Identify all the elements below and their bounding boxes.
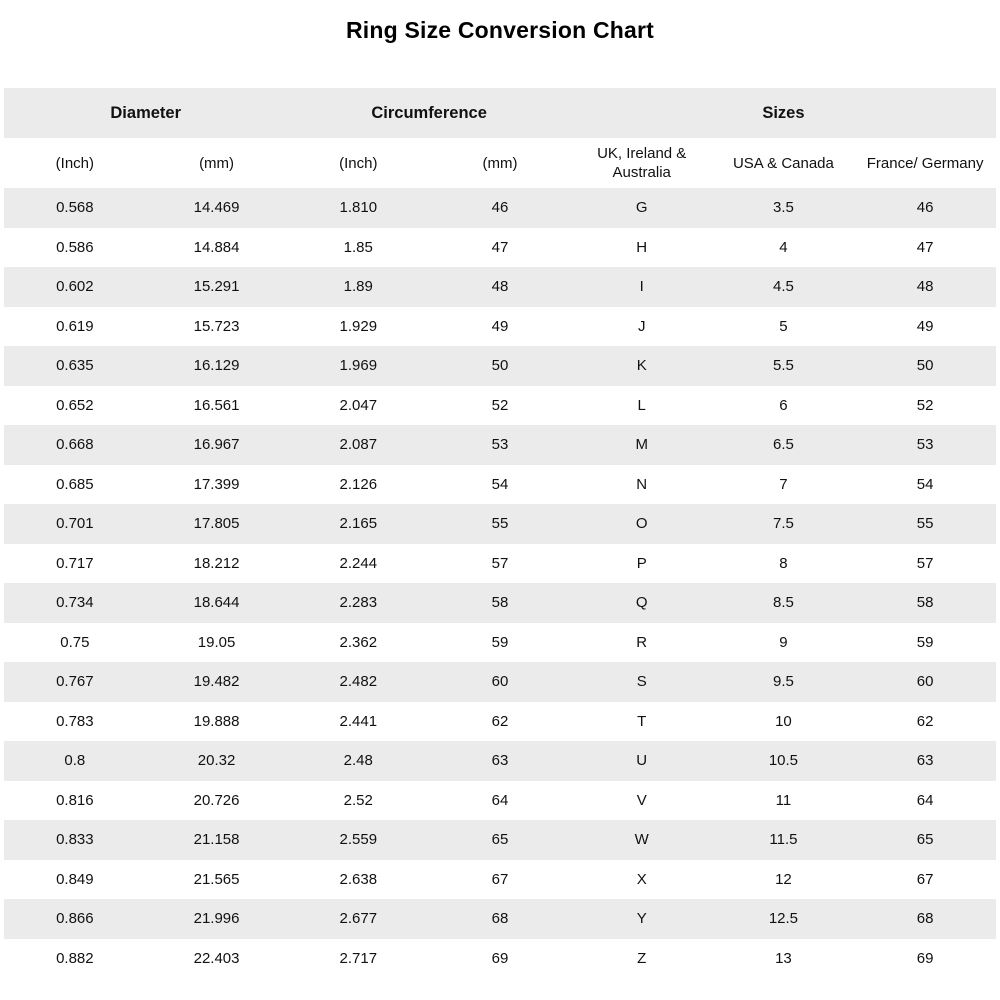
table-cell: 0.685 — [56, 475, 94, 493]
table-cell: 5.5 — [772, 357, 794, 375]
table-row — [4, 939, 996, 979]
table-cell: 0.619 — [56, 317, 94, 335]
group-header-diameter: Diameter — [110, 103, 182, 122]
table-cell: 60 — [916, 673, 934, 691]
table-cell: 2.047 — [339, 396, 378, 414]
table-cell: M — [635, 436, 648, 454]
table-cell: 0.635 — [56, 357, 94, 375]
table-cell: X — [636, 870, 647, 888]
table-cell: 16.967 — [193, 436, 240, 454]
table-cell: 4.5 — [772, 278, 794, 296]
table-cell: 0.8 — [64, 752, 86, 770]
table-cell: 14.884 — [193, 238, 240, 256]
table-cell: 69 — [916, 949, 934, 967]
table-cell: 22.403 — [193, 949, 240, 967]
table-cell: 2.48 — [343, 752, 373, 770]
table-cell: 19.482 — [193, 673, 240, 691]
table-row — [4, 425, 996, 465]
table-cell: 0.866 — [56, 910, 94, 928]
table-cell: 0.701 — [56, 515, 94, 533]
table-cell: V — [636, 791, 647, 809]
table-row — [4, 465, 996, 505]
table-cell: 15.723 — [193, 317, 240, 335]
table-row — [4, 860, 996, 900]
table-cell: 68 — [916, 910, 934, 928]
table-cell: 18.644 — [193, 594, 240, 612]
table-cell: 54 — [916, 475, 934, 493]
table-cell: 5 — [779, 317, 788, 335]
table-row — [4, 899, 996, 939]
table-cell: 55 — [491, 515, 509, 533]
column-header-circumference-mm: (mm) — [482, 154, 518, 172]
table-cell: 8 — [779, 554, 788, 572]
table-cell: 0.668 — [56, 436, 94, 454]
table-cell: 68 — [491, 910, 509, 928]
table-cell: 21.158 — [193, 831, 240, 849]
table-cell: 48 — [491, 278, 509, 296]
table-cell: 2.52 — [343, 791, 373, 809]
table-cell: 21.565 — [193, 870, 240, 888]
table-cell: 2.559 — [339, 831, 378, 849]
table-cell: 0.767 — [56, 673, 94, 691]
table-cell: 20.32 — [197, 752, 236, 770]
table-cell: 14.469 — [193, 199, 240, 217]
table-cell: 19.888 — [193, 712, 240, 730]
table-cell: 53 — [491, 436, 509, 454]
table-cell: 63 — [491, 752, 509, 770]
table-row — [4, 386, 996, 426]
table-cell: 19.05 — [197, 633, 236, 651]
table-cell: 58 — [491, 594, 509, 612]
table-cell: 60 — [491, 673, 509, 691]
table-cell: 2.362 — [339, 633, 378, 651]
table-cell: L — [637, 396, 646, 414]
column-header-circumference-inch: (Inch) — [339, 154, 378, 172]
table-cell: G — [635, 199, 648, 217]
table-body — [4, 188, 996, 978]
table-cell: 62 — [916, 712, 934, 730]
table-cell: 18.212 — [193, 554, 240, 572]
table-cell: 52 — [491, 396, 509, 414]
column-header-uk-ireland-australia: UK, Ireland & Australia — [597, 145, 687, 181]
table-cell: 15.291 — [193, 278, 240, 296]
table-cell: K — [636, 357, 647, 375]
table-cell: 2.244 — [339, 554, 378, 572]
table-cell: 55 — [916, 515, 934, 533]
table-cell: 9 — [779, 633, 788, 651]
table-cell: 16.129 — [193, 357, 240, 375]
table-cell: 9.5 — [772, 673, 794, 691]
table-cell: 0.586 — [56, 238, 94, 256]
table-row — [4, 228, 996, 268]
group-header-circumference: Circumference — [371, 103, 487, 122]
table-cell: 2.126 — [339, 475, 378, 493]
table-row — [4, 583, 996, 623]
table-cell: 52 — [916, 396, 934, 414]
table-cell: Z — [637, 949, 647, 967]
table-cell: 0.717 — [56, 554, 94, 572]
table-cell: 0.734 — [56, 594, 94, 612]
column-header-france-germany: France/ Germany — [866, 154, 984, 172]
table-cell: 64 — [491, 791, 509, 809]
table-cell: 50 — [916, 357, 934, 375]
table-cell: 10.5 — [768, 752, 799, 770]
table-cell: 47 — [916, 238, 934, 256]
column-header-diameter-mm: (mm) — [199, 154, 235, 172]
table-cell: T — [637, 712, 647, 730]
table-cell: 11.5 — [769, 831, 798, 849]
table-cell: 64 — [916, 791, 934, 809]
table-row — [4, 741, 996, 781]
table-cell: 0.602 — [56, 278, 94, 296]
table-cell: 2.638 — [339, 870, 378, 888]
table-group-header-row — [4, 88, 996, 138]
table-cell: 46 — [916, 199, 934, 217]
table-cell: U — [636, 752, 648, 770]
table-cell: 47 — [491, 238, 509, 256]
table-cell: 0.568 — [56, 199, 94, 217]
table-cell: 17.805 — [193, 515, 240, 533]
table-cell: 4 — [779, 238, 788, 256]
table-cell: 6 — [779, 396, 788, 414]
table-row — [4, 781, 996, 821]
table-cell: I — [639, 278, 644, 296]
table-cell: 8.5 — [772, 594, 794, 612]
table-row — [4, 307, 996, 347]
table-cell: 20.726 — [193, 791, 240, 809]
table-cell: 10 — [775, 712, 792, 730]
table-cell: 59 — [491, 633, 509, 651]
table-cell: 2.717 — [339, 949, 378, 967]
table-cell: Q — [635, 594, 648, 612]
table-cell: 0.75 — [60, 633, 90, 651]
table-cell: 1.810 — [339, 199, 378, 217]
table-cell: H — [636, 238, 648, 256]
table-cell: R — [636, 633, 648, 651]
table-row — [4, 702, 996, 742]
table-cell: 0.652 — [56, 396, 94, 414]
table-cell: 0.849 — [56, 870, 94, 888]
table-cell: 11 — [775, 791, 792, 809]
table-cell: 69 — [491, 949, 509, 967]
table-row — [4, 188, 996, 228]
table-cell: 50 — [491, 357, 509, 375]
table-cell: 2.482 — [339, 673, 378, 691]
table-cell: 54 — [491, 475, 509, 493]
table-cell: 2.441 — [339, 712, 378, 730]
table-cell: 0.783 — [56, 712, 94, 730]
table-cell: N — [636, 475, 648, 493]
table-cell: 0.833 — [56, 831, 94, 849]
table-cell: 13 — [775, 949, 792, 967]
table-cell: 63 — [916, 752, 934, 770]
table-row — [4, 662, 996, 702]
table-cell: 12 — [775, 870, 792, 888]
table-cell: 53 — [916, 436, 934, 454]
page-title: Ring Size Conversion Chart — [345, 17, 655, 43]
table-cell: 58 — [916, 594, 934, 612]
table-cell: 1.929 — [339, 317, 378, 335]
table-cell: J — [637, 317, 646, 335]
table-row — [4, 820, 996, 860]
table-cell: 65 — [916, 831, 934, 849]
table-cell: 49 — [491, 317, 509, 335]
column-header-diameter-inch: (Inch) — [55, 154, 95, 172]
table-cell: 2.165 — [339, 515, 378, 533]
table-cell: 2.283 — [339, 594, 378, 612]
column-header-usa-canada: USA & Canada — [732, 154, 834, 172]
table-row — [4, 544, 996, 584]
table-cell: 6.5 — [772, 436, 794, 454]
table-row — [4, 623, 996, 663]
table-cell: 7.5 — [772, 515, 794, 533]
table-cell: 1.85 — [343, 238, 373, 256]
table-cell: 2.087 — [339, 436, 378, 454]
table-cell: 67 — [916, 870, 934, 888]
table-cell: 2.677 — [339, 910, 378, 928]
table-cell: 65 — [491, 831, 509, 849]
table-cell: 3.5 — [772, 199, 794, 217]
table-cell: 0.882 — [56, 949, 94, 967]
table-cell: 62 — [491, 712, 509, 730]
ring-size-conversion-table — [4, 88, 996, 978]
table-cell: 7 — [779, 475, 788, 493]
table-row — [4, 346, 996, 386]
table-cell: 46 — [491, 199, 509, 217]
table-cell: 17.399 — [193, 475, 240, 493]
table-cell: 16.561 — [193, 396, 240, 414]
table-cell: 67 — [491, 870, 509, 888]
table-cell: 12.5 — [768, 910, 799, 928]
table-cell: 49 — [916, 317, 934, 335]
table-cell: S — [636, 673, 647, 691]
table-cell: 0.816 — [56, 791, 94, 809]
table-column-header-row — [4, 138, 996, 188]
table-cell: 57 — [491, 554, 509, 572]
table-cell: W — [634, 831, 649, 849]
table-row — [4, 504, 996, 544]
table-cell: 1.89 — [343, 278, 373, 296]
table-row — [4, 267, 996, 307]
table-cell: Y — [636, 910, 647, 928]
table-cell: 1.969 — [339, 357, 378, 375]
table-cell: 48 — [916, 278, 934, 296]
table-cell: O — [635, 515, 648, 533]
table-cell: P — [636, 554, 647, 572]
table-cell: 59 — [916, 633, 934, 651]
table-cell: 57 — [916, 554, 934, 572]
table-cell: 21.996 — [193, 910, 240, 928]
group-header-sizes: Sizes — [762, 103, 805, 122]
